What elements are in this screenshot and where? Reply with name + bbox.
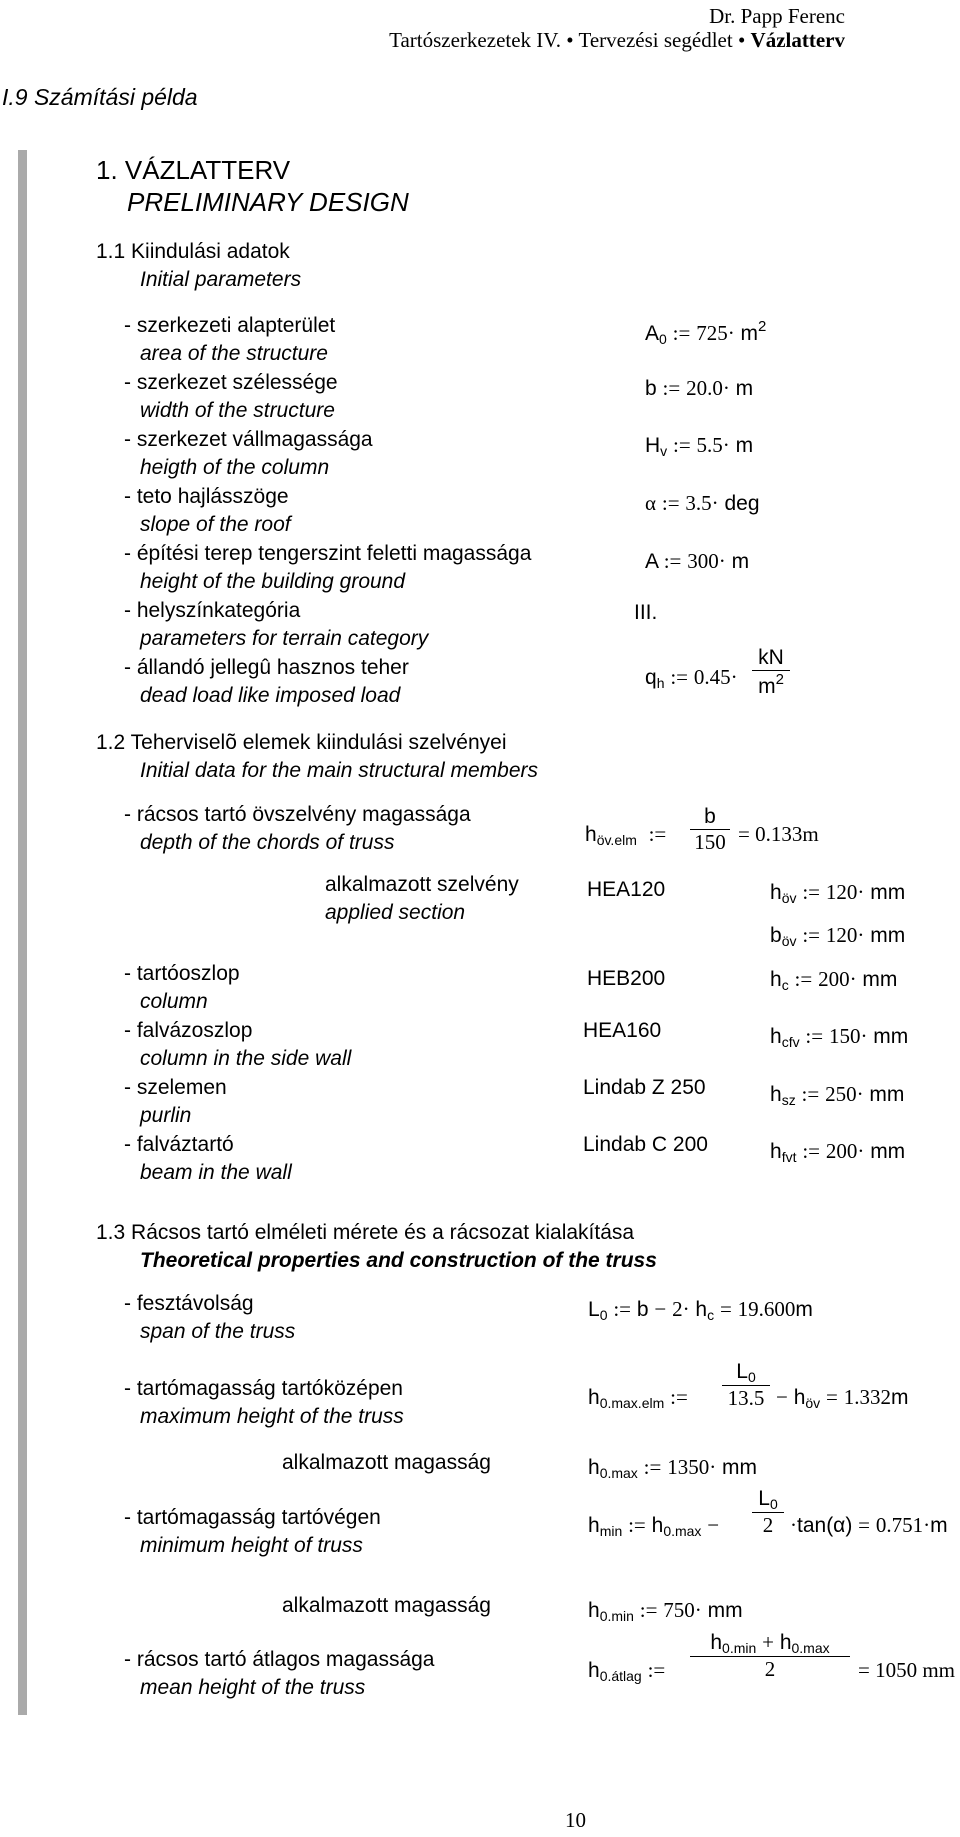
hmax-label: - tartómagasság tartóközépen [124,1377,403,1400]
h0atlag-fraction: $h_{0.min} + h_{0.max}$ 2 [690,1630,850,1682]
applied-section-label: alkalmazott szelvény [325,873,519,896]
s13-subtitle: Theoretical properties and construction of the truss [140,1249,657,1272]
header-line [389,28,845,53]
member-section: HEA160 [583,1019,662,1042]
header-course: Tartószerkezetek IV. [389,28,561,52]
param-label-en: slope of the roof [140,513,291,536]
eq-member-height: $h_c$ := 200· mm [770,967,898,993]
param-label: - szerkezeti alapterület [124,314,336,337]
member-label-en: column in the side wall [140,1047,352,1070]
hmin-label-en: minimum height of truss [140,1534,363,1557]
mean-height-label: - rácsos tartó átlagos magassága [124,1648,435,1671]
param-label-en: area of the structure [140,342,328,365]
member-section: Lindab Z 250 [583,1076,706,1099]
chapter-subtitle: PRELIMINARY DESIGN [127,187,409,217]
header-title: Vázlatterv [750,28,845,52]
eq-member-height: $h_{sz}$ := 250· mm [770,1082,905,1108]
member-section: Lindab C 200 [583,1133,708,1156]
h0maxelm-rest: − $h_{öv} = 1.332m$ [776,1385,909,1411]
terrain-category: III. [634,601,658,624]
chord-section: HEA120 [587,878,666,901]
param-label: - építési terep tengerszint feletti magassága [124,542,532,565]
eq-h-ov: $h_{öv}$ := 120· mm [770,880,906,906]
eq-hmin: $h_{min}$ := $h_{0.max}$ − [588,1513,720,1539]
member-section: HEB200 [587,967,666,990]
applied-section-label-en: applied section [325,901,466,924]
s11-subtitle: Initial parameters [140,268,302,291]
member-label-en: column [140,990,208,1013]
h-ov-elm-fraction: b 150 [690,805,730,855]
param-label-en: height of the building ground [140,570,406,593]
chapter-title: 1. VÁZLATTERV [96,155,291,185]
eq-h0atlag: $h_{0.átlag}$ := [588,1658,666,1684]
eq-h0min: $h_{0.min}$ := 750· mm [588,1598,743,1624]
eq-qh: $q_h$ := 0.45· [645,665,738,691]
member-label: - falváztartó [124,1133,234,1156]
header-author: Dr. Papp Ferenc [709,4,845,28]
param-label-en: parameters for terrain category [140,627,429,650]
param-label: - szerkezet szélessége [124,371,338,394]
hmin-rest: ·tan(α) = 0.751·m [790,1513,948,1537]
s12-subtitle: Initial data for the main structural members [140,759,538,782]
qh-unit-fraction: kN $m^2$ [752,646,790,699]
eq-h-ov-elm: $h_{öv.elm}$ := [585,822,667,848]
param-label: - teto hajlásszöge [124,485,289,508]
hmin-label: - tartómagasság tartóvégen [124,1506,381,1529]
header-guide: Tervezési segédlet [578,28,733,52]
chord-label-en: depth of the chords of truss [140,831,395,854]
span-label-en: span of the truss [140,1320,296,1343]
s12-title: 1.2 Teherviselõ elemek kiindulási szelvényei [96,731,507,754]
param-label-en: width of the structure [140,399,335,422]
eq-alpha: α := 3.5· deg [645,491,760,515]
header-bullet: • [737,28,746,52]
h0maxelm-fraction: $L_0$ 13.5 [722,1360,770,1411]
applied-height-label: alkalmazott magasság [282,1594,491,1617]
eq-h0max: $h_{0.max}$ := 1350· mm [588,1455,758,1481]
param-label: - helyszínkategória [124,599,301,622]
header-bullet: • [566,28,574,52]
mean-height-label-en: mean height of the truss [140,1676,366,1699]
param-label: - szerkezet vállmagassága [124,428,373,451]
h0atlag-result: = 1050 mm [858,1658,956,1682]
eq-h0maxelm: $h_{0.max.elm}$ := [588,1385,688,1411]
eq-A: A := 300· m [645,549,750,573]
member-label: - tartóoszlop [124,962,240,985]
h-ov-elm-result: = 0.133m [738,822,819,846]
param-label-en: heigth of the column [140,456,330,479]
member-label-en: beam in the wall [140,1161,292,1184]
section-title: I.9 Számítási példa [2,84,198,110]
eq-Hv: $H_v$ := 5.5· m [645,433,754,459]
s13-title: 1.3 Rácsos tartó elméleti mérete és a rácsozat kialakítása [96,1221,635,1244]
page-number: 10 [565,1808,586,1832]
eq-b: b := 20.0· m [645,376,754,400]
hmax-label-en: maximum height of the truss [140,1405,404,1428]
member-label: - falvázoszlop [124,1019,253,1042]
hmin-fraction: $L_0$ 2 [752,1487,784,1538]
param-label-en: dead load like imposed load [140,684,401,707]
chord-label: - rácsos tartó övszelvény magassága [124,803,471,826]
eq-member-height: $h_{cfv}$ := 150· mm [770,1024,909,1050]
margin-bar [18,150,27,1715]
eq-member-height: $h_{fvt}$ := 200· mm [770,1139,906,1165]
s11-title: 1.1 Kiindulási adatok [96,240,290,263]
eq-b-ov: $b_{öv}$ := 120· mm [770,923,906,949]
span-label: - fesztávolság [124,1292,254,1315]
eq-L0: $L_0$ := $b - 2\cdot h_c = 19.600m$ [588,1297,813,1323]
eq-A0: $A_0$ := $725\cdot m^2$ [645,318,767,347]
member-label: - szelemen [124,1076,227,1099]
applied-height-label: alkalmazott magasság [282,1451,491,1474]
member-label-en: purlin [140,1104,192,1127]
param-label: - állandó jellegû hasznos teher [124,656,409,679]
